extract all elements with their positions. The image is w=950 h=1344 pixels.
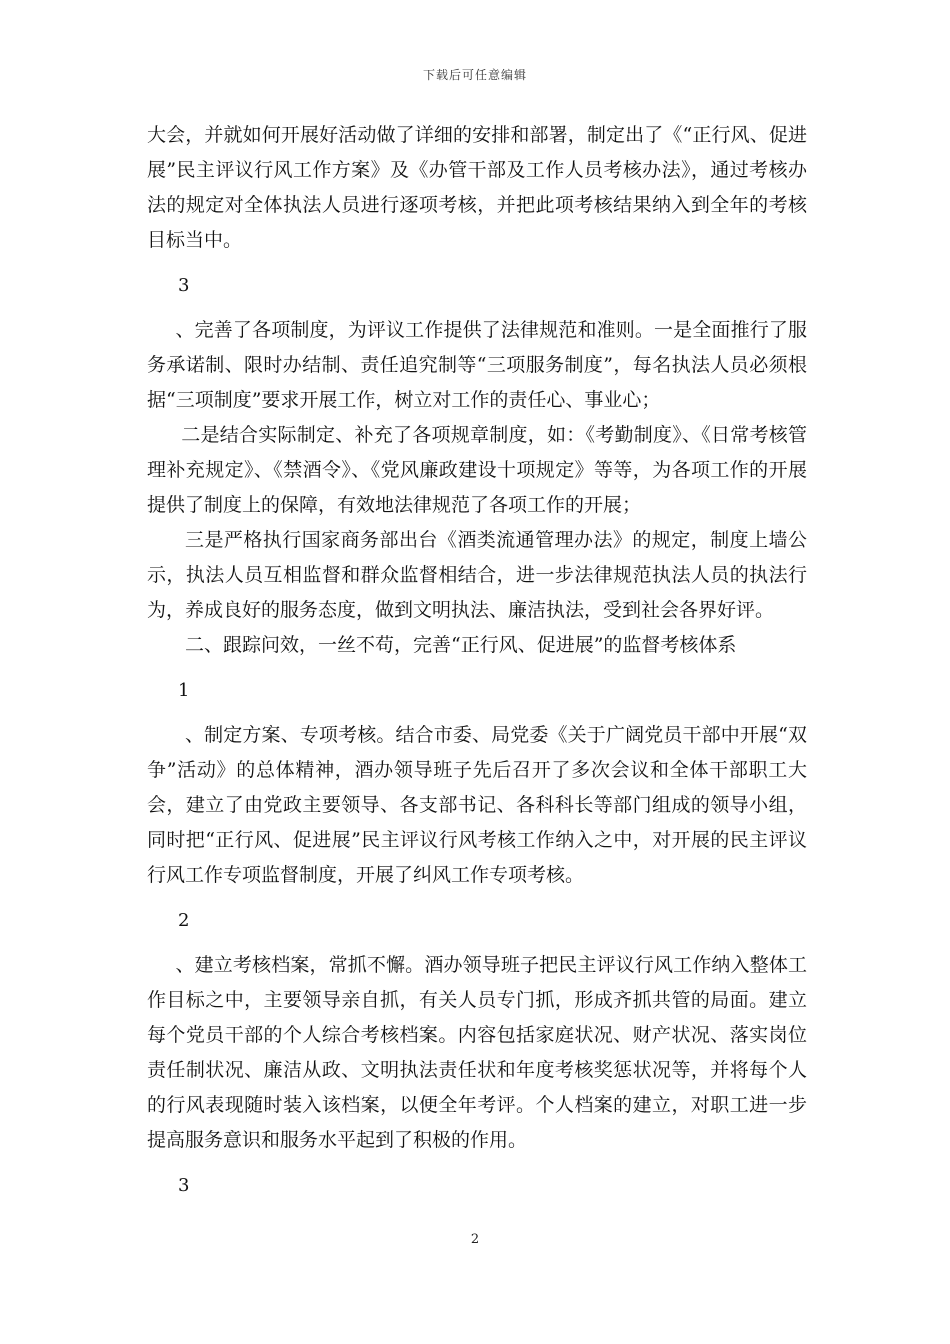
page-number: 2 [470, 1232, 480, 1247]
paragraph: 、完善了各项制度，为评议工作提供了法律规范和准则。一是全面推行了服务承诺制、限时办结制、责任追究制等“三项服务制度”，每名执法人员必须根据“三项制度”要求开展工作，树立对工作的责任心、事业心； [147, 319, 807, 411]
section-number: 2 [178, 910, 190, 931]
section-number: 3 [178, 275, 190, 296]
paragraph: 大会，并就如何开展好活动做了详细的安排和部署，制定出了《“正行风、促进展”民主评议行风工作方案》及《办管干部及工作人员考核办法》，通过考核办法的规定对全体执法人员进行逐项考核，并把此项考核结果纳入到全年的考核目标当中。 [147, 124, 807, 251]
paragraph: 、建立考核档案，常抓不懈。酒办领导班子把民主评议行风工作纳入整体工作目标之中，主要领导亲自抓，有关人员专门抓，形成齐抓共管的局面。建立每个党员干部的个人综合考核档案。内容包括家庭状况、财产状况、落实岗位责任制状况、廉洁从政、文明执法责任状和年度考核奖惩状况等，并将每个人的行风表现随时装入该档案，以便全年考评。个人档案的建立，对职工进一步提高服务意识和服务水平起到了积极的作用。 [147, 954, 807, 1151]
section-number: 1 [178, 680, 190, 701]
paragraph: 三是严格执行国家商务部出台《酒类流通管理办法》的规定，制度上墙公示，执法人员互相监督和群众监督相结合，进一步法律规范执法人员的执法行为，养成良好的服务态度，做到文明执法、廉洁执法，受到社会各界好评。 [147, 529, 807, 621]
page-header-note: 下载后可任意编辑 [422, 68, 527, 82]
paragraph: 二是结合实际制定、补充了各项规章制度，如：《考勤制度》、《日常考核管理补充规定》、《禁酒令》、《党风廉政建设十项规定》等等，为各项工作的开展提供了制度上的保障，有效地法律规范了各项工作的开展； [147, 424, 807, 516]
paragraph: 、制定方案、专项考核。结合市委、局党委《关于广阔党员干部中开展“双争”活动》的总体精神，酒办领导班子先后召开了多次会议和全体干部职工大会，建立了由党政主要领导、各支部书记、各科科长等部门组成的领导小组，同时把“正行风、促进展”民主评议行风考核工作纳入之中，对开展的民主评议行风工作专项监督制度，开展了纠风工作专项考核。 [147, 724, 807, 886]
section-heading: 二、跟踪问效，一丝不苟，完善“正行风、促进展”的监督考核体系 [185, 634, 737, 656]
section-number: 3 [178, 1175, 190, 1196]
document-body [147, 118, 807, 1203]
